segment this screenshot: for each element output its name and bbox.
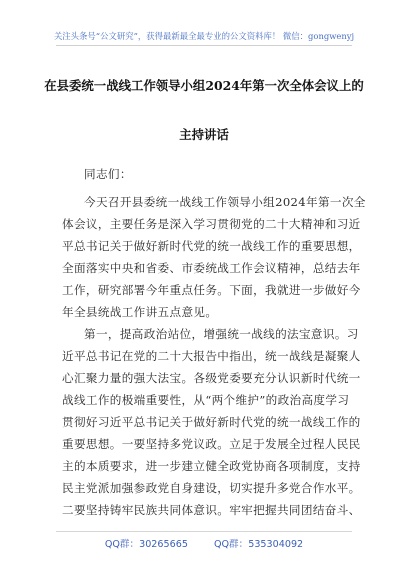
footer-qq-group-1: QQ群：30265665 xyxy=(104,539,188,550)
body-line: 年全县统战工作讲五点意见。 xyxy=(62,305,218,319)
document-title-line-1: 在县委统一战线工作领导小组2024年第一次全体会议上的 xyxy=(44,78,364,93)
body-line: 民主党派加强参政党自身建设，切实提升多党合作水平。 xyxy=(62,481,361,495)
body-line: 二要坚持铸牢民族共同体意识。牢牢把握共同团结奋斗、 xyxy=(62,503,361,517)
body-line: 重要思想。一要坚持多党议政。立足于发展全过程人民民 xyxy=(62,437,361,451)
body-line: 主的本质要求，进一步建立健全政党协商各项制度，支持 xyxy=(62,459,361,473)
body-line: 平总书记关于做好新时代党的统一战线工作的重要思想， xyxy=(62,239,361,253)
footer-qq-group-2: QQ群：535304092 xyxy=(213,539,304,550)
body-line: 今天召开县委统一战线工作领导小组2024年第一次全 xyxy=(84,195,366,209)
body-line: 第一，提高政治站位，增强统一战线的法宝意识。习 xyxy=(84,327,359,341)
document-title-line-2: 主持讲话 xyxy=(179,127,229,142)
body-line: 贯彻好习近平总书记关于做好新时代党的统一战线工作的 xyxy=(62,415,361,429)
header-note: 关注头条号“公文研究”，获得最新最全最专业的公文资料库！ 微信：gongwenyj xyxy=(53,31,355,41)
body-line: 近平总书记在党的二十大报告中指出，统一战线是凝聚人 xyxy=(62,349,361,363)
body-line: 心汇聚力量的强大法宝。各级党委要充分认识新时代统一 xyxy=(62,371,361,385)
body-line: 战线工作的极端重要性，从“两个维护”的政治高度学习 xyxy=(62,393,350,407)
body-line: 体会议，主要任务是深入学习贯彻党的二十大精神和习近 xyxy=(62,217,361,231)
body-line: 工作，研究部署今年重点任务。下面，我就进一步做好今 xyxy=(62,283,361,297)
footer xyxy=(0,536,408,550)
body-line: 全面落实中央和省委、市委统战工作会议精神，总结去年 xyxy=(62,261,361,275)
header-divider xyxy=(56,45,352,46)
salutation: 同志们： xyxy=(84,167,132,181)
footer-divider xyxy=(56,531,352,532)
